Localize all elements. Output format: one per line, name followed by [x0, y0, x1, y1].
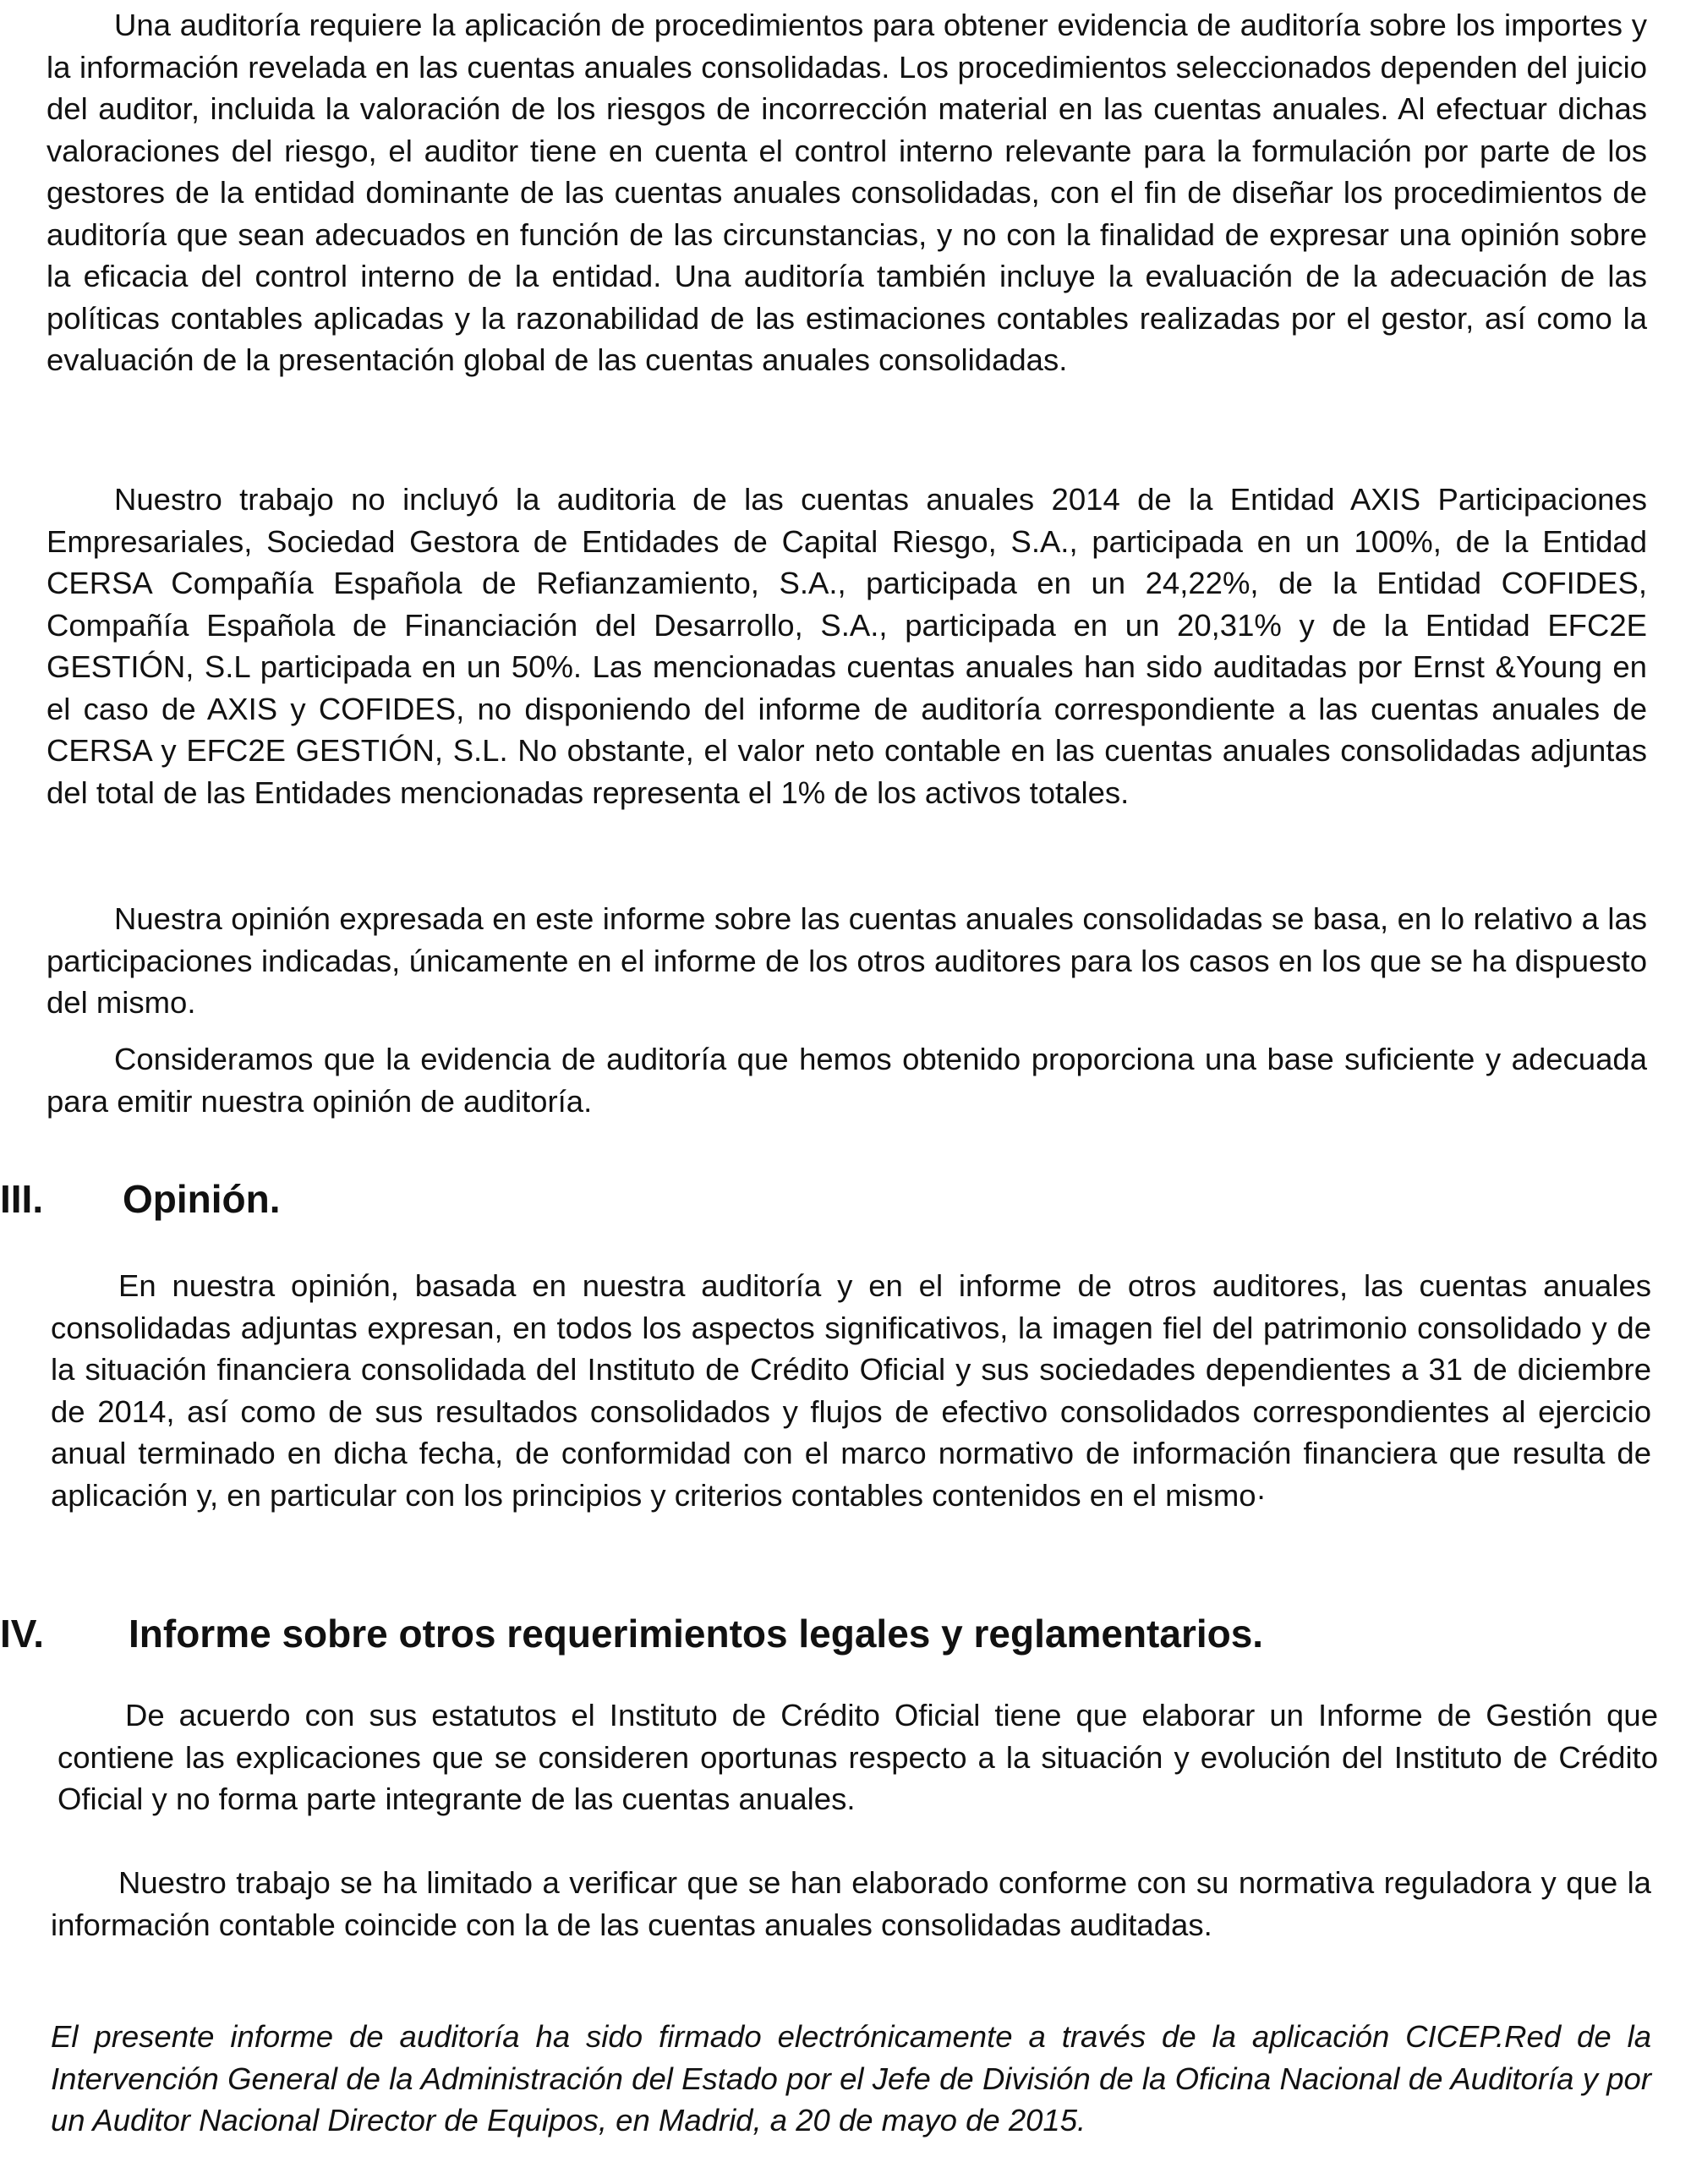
section-title: Opinión.	[123, 1177, 281, 1221]
paragraph-scope-limitation: Nuestro trabajo no incluyó la auditoria de las cuentas anuales 2014 de la Entidad AXIS Participaciones Empresariales, Sociedad Gestora de Entidades de Capital Riesgo, S.A., participada en un 100%, de la Entidad CERSA Compañía Española de Refianzamiento, S.A., participada en un 24,22%, de la Entidad COFIDES, Compañía Española de Financiación del Desarrollo, S.A., participada en un 20,31% y de la Entidad EFC2E GESTIÓN, S.L participada en un 50%. Las mencionadas cuentas anuales han sido auditadas por Ernst &Young en el caso de AXIS y COFIDES, no disponiendo del informe de auditoría correspondiente a las cuentas anuales de CERSA y EFC2E GESTIÓN, S.L. No obstante, el valor neto contable en las cuentas anuales consolidadas adjuntas del total de las Entidades mencionadas representa el 1% de los activos totales.	[47, 482, 1647, 810]
paragraph-verification-scope: Nuestro trabajo se ha limitado a verificar que se han elaborado conforme con su normativa reguladora y que la información contable coincide con la de las cuentas anuales consolidadas auditadas.	[51, 1865, 1651, 1942]
section-number: III.	[0, 1177, 44, 1221]
section-title: Informe sobre otros requerimientos legales y reglamentarios.	[129, 1612, 1264, 1656]
signature-note: El presente informe de auditoría ha sido firmado electrónicamente a través de la aplicación CICEP.Red de la Intervención General de la Administración del Estado por el Jefe de División de la Oficina Nacional de Auditoría y por un Auditor Nacional Director de Equipos, en Madrid, a 20 de mayo de 2015.	[51, 2019, 1651, 2137]
paragraph-sufficient-evidence: Consideramos que la evidencia de auditoría que hemos obtenido proporciona una base suficiente y adecuada para emitir nuestra opinión de auditoría.	[47, 1042, 1647, 1119]
paragraph-management-report: De acuerdo con sus estatutos el Instituto de Crédito Oficial tiene que elaborar un Informe de Gestión que contiene las explicaciones que se consideren oportunas respecto a la situación y evolución del Instituto de Crédito Oficial y no forma parte integrante de las cuentas anuales.	[57, 1698, 1658, 1816]
paragraph-audit-procedures: Una auditoría requiere la aplicación de procedimientos para obtener evidencia de auditoría sobre los importes y la información revelada en las cuentas anuales consolidadas. Los procedimientos seleccionados dependen del juicio del auditor, incluida la valoración de los riesgos de incorrección material en las cuentas anuales. Al efectuar dichas valoraciones del riesgo, el auditor tiene en cuenta el control interno relevante para la formulación por parte de los gestores de la entidad dominante de las cuentas anuales consolidadas, con el fin de diseñar los procedimientos de auditoría que sean adecuados en función de las circunstancias, y no con la finalidad de expresar una opinión sobre la eficacia del control interno de la entidad. Una auditoría también incluye la evaluación de la adecuación de las políticas contables aplicadas y la razonabilidad de las estimaciones contables realizadas por el gestor, así como la evaluación de la presentación global de las cuentas anuales consolidadas.	[47, 8, 1647, 377]
paragraph-opinion: En nuestra opinión, basada en nuestra auditoría y en el informe de otros auditores, las cuentas anuales consolidadas adjuntas expresan, en todos los aspectos significativos, la imagen fiel del patrimonio consolidado y de la situación financiera consolidada del Instituto de Crédito Oficial y sus sociedades dependientes a 31 de diciembre de 2014, así como de sus resultados consolidados y flujos de efectivo consolidados correspondientes al ejercicio anual terminado en dicha fecha, de conformidad con el marco normativo de información financiera que resulta de aplicación y, en particular con los principios y criterios contables contenidos en el mismo·	[51, 1268, 1651, 1513]
paragraph-other-auditors: Nuestra opinión expresada en este informe sobre las cuentas anuales consolidadas se basa, en lo relativo a las participaciones indicadas, únicamente en el informe de los otros auditores para los casos en los que se ha dispuesto del mismo.	[47, 901, 1647, 1020]
section-number: IV.	[0, 1612, 45, 1656]
